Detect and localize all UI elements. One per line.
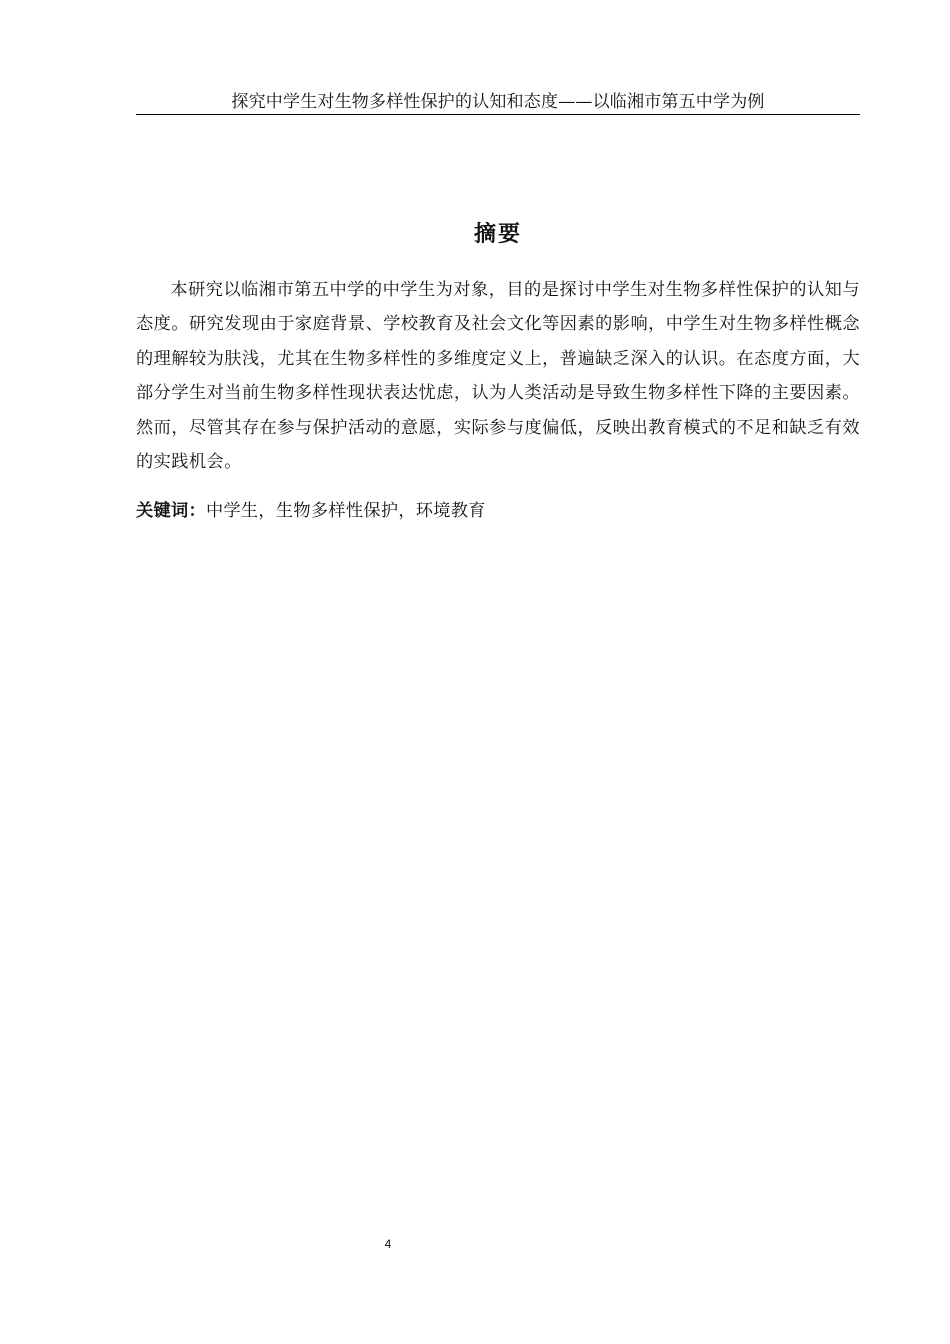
- keywords-value: 中学生，生物多样性保护，环境教育: [205, 501, 486, 521]
- keywords-line: [136, 496, 860, 526]
- abstract-body: 本研究以临湘市第五中学的中学生为对象，目的是探讨中学生对生物多样性保护的认知与态度。研究发现由于家庭背景、学校教育及社会文化等因素的影响，中学生对生物多样性概念的理解较为肤浅，尤其在生物多样性的多维度定义上，普遍缺乏深入的认识。在态度方面，大部分学生对当前生物多样性现状表达忧虑，认为人类活动是导致生物多样性下降的主要因素。然而，尽管其存在参与保护活动的意愿，实际参与度偏低，反映出教育模式的不足和缺乏有效的实践机会。: [136, 280, 860, 473]
- keywords-label: 关键词：: [136, 501, 206, 521]
- header-rule: [136, 114, 860, 115]
- running-header: 探究中学生对生物多样性保护的认知和态度——以临湘市第五中学为例: [231, 92, 765, 112]
- page-number: 4: [384, 1237, 392, 1251]
- abstract-title: 摘要: [473, 222, 522, 247]
